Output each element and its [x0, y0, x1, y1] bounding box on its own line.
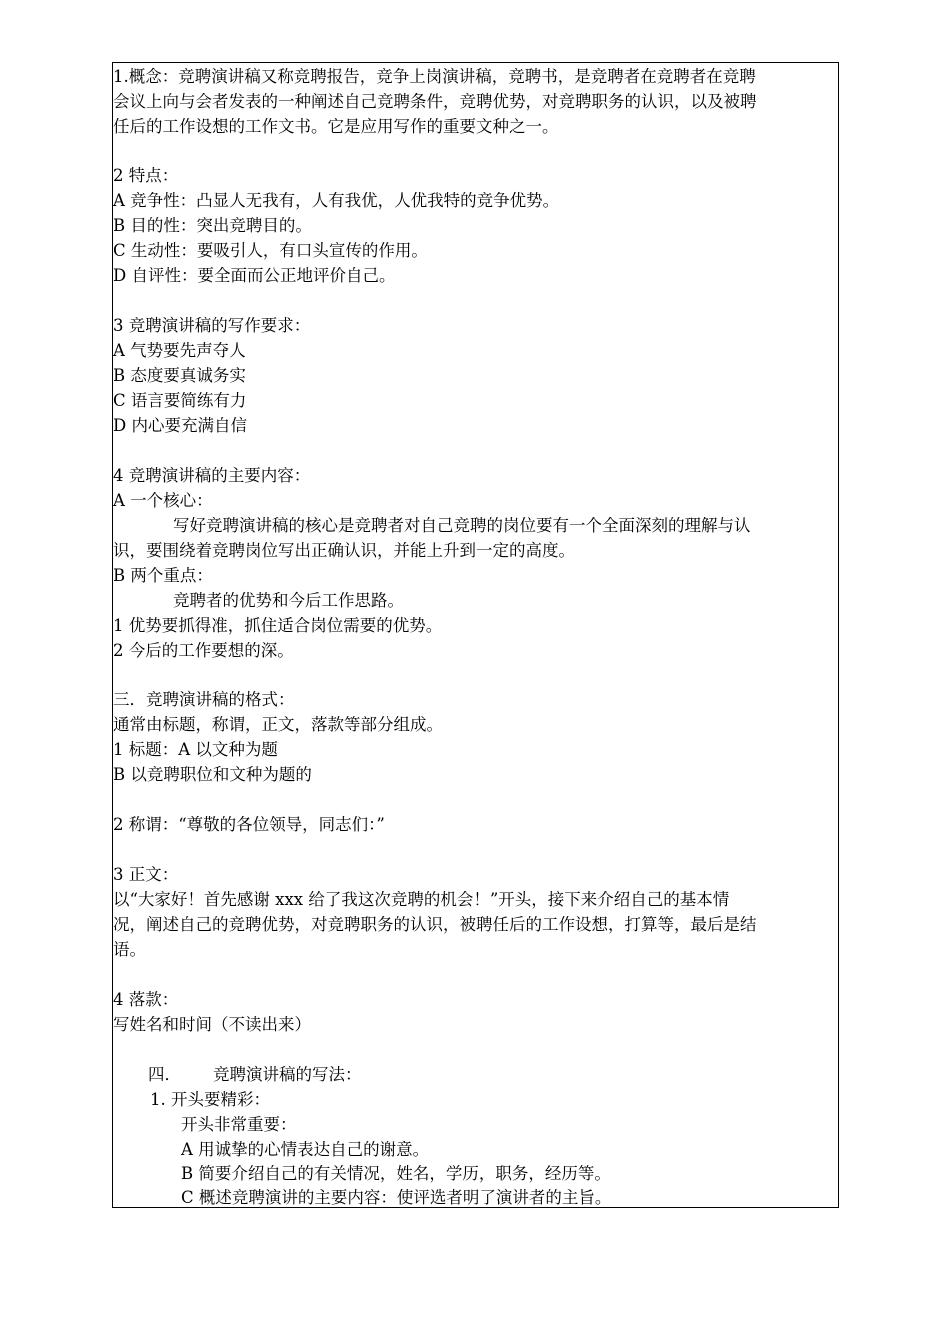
format-body-heading: 3 正文：	[113, 865, 179, 884]
focus-text: 竞聘者的优势和今后工作思路。	[173, 591, 404, 610]
requirements-heading: 3 竞聘演讲稿的写作要求：	[113, 316, 311, 335]
format-body-text-3: 语。	[113, 940, 146, 959]
format-intro: 通常由标题，称谓，正文，落款等部分组成。	[113, 715, 443, 734]
feature-c: C 生动性：要吸引人，有口头宣传的作用。	[113, 241, 428, 260]
format-body-text-1: 以“大家好！首先感谢 xxx 给了我这次竞聘的机会！”开头，接下来介绍自己的基本情	[113, 890, 730, 909]
feature-d: D 自评性：要全面而公正地评价自己。	[113, 266, 396, 285]
format-title-b: B 以竞聘职位和文种为题的	[113, 765, 312, 784]
format-signature-heading: 4 落款：	[113, 990, 179, 1009]
format-salutation: 2 称谓：“尊敬的各位领导，同志们：”	[113, 815, 385, 834]
format-heading: 三．竞聘演讲稿的格式：	[113, 690, 295, 709]
requirement-c: C 语言要简练有力	[113, 391, 247, 410]
concept-line-1: 1.概念：竞聘演讲稿又称竞聘报告，竞争上岗演讲稿，竞聘书，是竞聘者在竞聘者在竞聘	[113, 67, 756, 86]
concept-line-2: 会议上向与会者发表的一种阐述自己竞聘条件，竞聘优势，对竞聘职务的认识，以及被聘	[113, 92, 757, 111]
method-point-1-b: B 简要介绍自己的有关情况，姓名，学历，职务，经历等。	[181, 1164, 611, 1183]
method-point-1: 1. 开头要精彩：	[150, 1090, 270, 1109]
core-text-2: 识，要围绕着竞聘岗位写出正确认识，并能上升到一定的高度。	[113, 541, 575, 560]
method-point-1-a: A 用诚挚的心情表达自己的谢意。	[181, 1140, 430, 1159]
focus-point-2: 2 今后的工作要想的深。	[113, 641, 294, 660]
method-number: 四．	[148, 1065, 181, 1084]
core-text-1: 写好竞聘演讲稿的核心是竞聘者对自己竞聘的岗位要有一个全面深刻的理解与认	[173, 516, 751, 535]
focus-heading: B 两个重点：	[113, 566, 213, 585]
feature-a: A 竞争性：凸显人无我有，人有我优，人优我特的竞争优势。	[113, 191, 560, 210]
format-signature-text: 写姓名和时间（不读出来）	[113, 1015, 311, 1034]
format-title-a: 1 标题：A 以文种为题	[113, 740, 278, 759]
requirement-b: B 态度要真诚务实	[113, 366, 246, 385]
feature-b: B 目的性：突出竞聘目的。	[113, 216, 312, 235]
method-point-1-c: C 概述竞聘演讲的主要内容：使评选者明了演讲者的主旨。	[181, 1188, 612, 1207]
content-heading: 4 竞聘演讲稿的主要内容：	[113, 466, 311, 485]
focus-point-1: 1 优势要抓得准，抓住适合岗位需要的优势。	[113, 616, 443, 635]
method-point-1-intro: 开头非常重要：	[181, 1115, 297, 1134]
features-heading: 2 特点：	[113, 166, 179, 185]
format-body-text-2: 况，阐述自己的竞聘优势，对竞聘职务的认识，被聘任后的工作设想，打算等，最后是结	[113, 915, 757, 934]
requirement-a: A 气势要先声夺人	[113, 341, 246, 360]
core-heading: A 一个核心：	[113, 491, 213, 510]
requirement-d: D 内心要充满自信	[113, 416, 247, 435]
method-heading: 竞聘演讲稿的写法：	[213, 1065, 362, 1084]
concept-line-3: 任后的工作设想的工作文书。它是应用写作的重要文种之一。	[113, 117, 559, 136]
